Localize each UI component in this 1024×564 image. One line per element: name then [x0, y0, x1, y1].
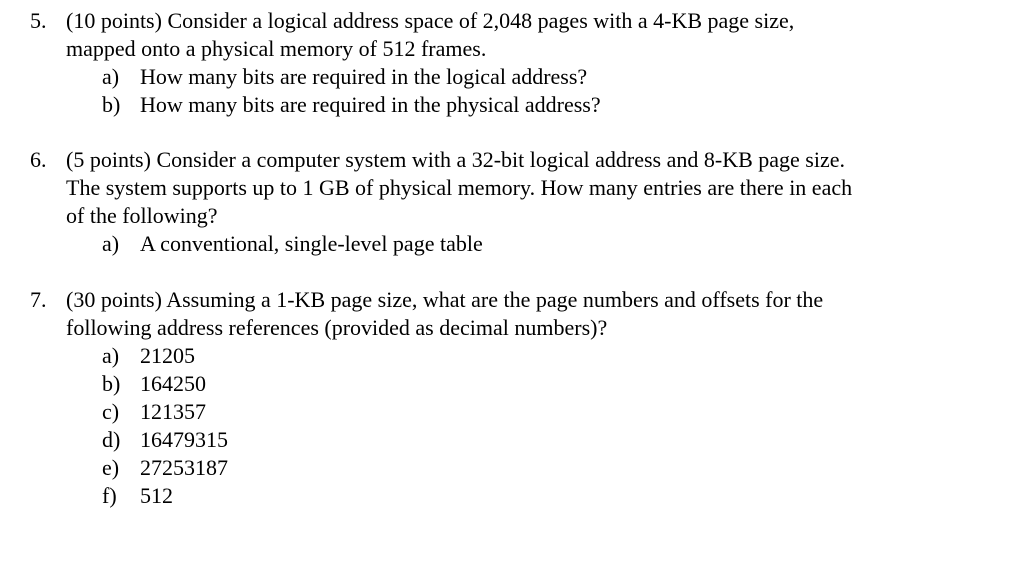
subpart-letter: e)	[102, 455, 120, 480]
question-text-line: following address references (provided as decimal numbers)?	[66, 315, 608, 340]
subpart-letter: a)	[102, 343, 120, 368]
subpart-item	[0, 63, 1000, 91]
subpart-item	[0, 454, 1000, 482]
subpart-item	[0, 230, 1000, 258]
subpart-letter: d)	[102, 427, 121, 452]
question-body	[66, 146, 966, 230]
question-body	[66, 286, 966, 342]
subpart-text: 21205	[140, 343, 195, 368]
subpart-text: 512	[140, 483, 173, 508]
subpart-item	[0, 342, 1000, 370]
subpart-text: 27253187	[140, 455, 228, 480]
question-number: 6.	[30, 147, 47, 172]
subpart-item	[0, 426, 1000, 454]
subpart-text: A conventional, single-level page table	[140, 231, 483, 256]
subpart-text: 164250	[140, 371, 206, 396]
subpart-letter: b)	[102, 92, 121, 117]
subpart-item	[0, 482, 1000, 510]
subpart-list	[0, 342, 1000, 510]
subpart-list	[0, 63, 1000, 119]
subpart-letter: a)	[102, 64, 120, 89]
question-text-line: mapped onto a physical memory of 512 frames.	[66, 36, 487, 61]
question-text-line: (10 points) Consider a logical address space of 2,048 pages with a 4-KB page size,	[66, 8, 795, 33]
subpart-list	[0, 230, 1000, 258]
question-text-line: (30 points) Assuming a 1-KB page size, what are the page numbers and offsets for the	[66, 287, 824, 312]
question-text-line: (5 points) Consider a computer system with a 32-bit logical address and 8-KB page size.	[66, 147, 845, 172]
question-text-line: of the following?	[66, 203, 218, 228]
subpart-letter: c)	[102, 399, 120, 424]
subpart-text: How many bits are required in the physical address?	[140, 92, 601, 117]
question-body	[66, 7, 966, 63]
subpart-text: 121357	[140, 399, 206, 424]
question-number: 5.	[30, 8, 47, 33]
subpart-item	[0, 398, 1000, 426]
subpart-letter: b)	[102, 371, 121, 396]
subpart-item	[0, 370, 1000, 398]
question-number: 7.	[30, 287, 47, 312]
question-text-line: The system supports up to 1 GB of physical memory. How many entries are there in each	[66, 175, 853, 200]
subpart-letter: f)	[102, 483, 117, 508]
subpart-text: 16479315	[140, 427, 228, 452]
subpart-letter: a)	[102, 231, 120, 256]
subpart-text: How many bits are required in the logical address?	[140, 64, 588, 89]
subpart-item	[0, 91, 1000, 119]
